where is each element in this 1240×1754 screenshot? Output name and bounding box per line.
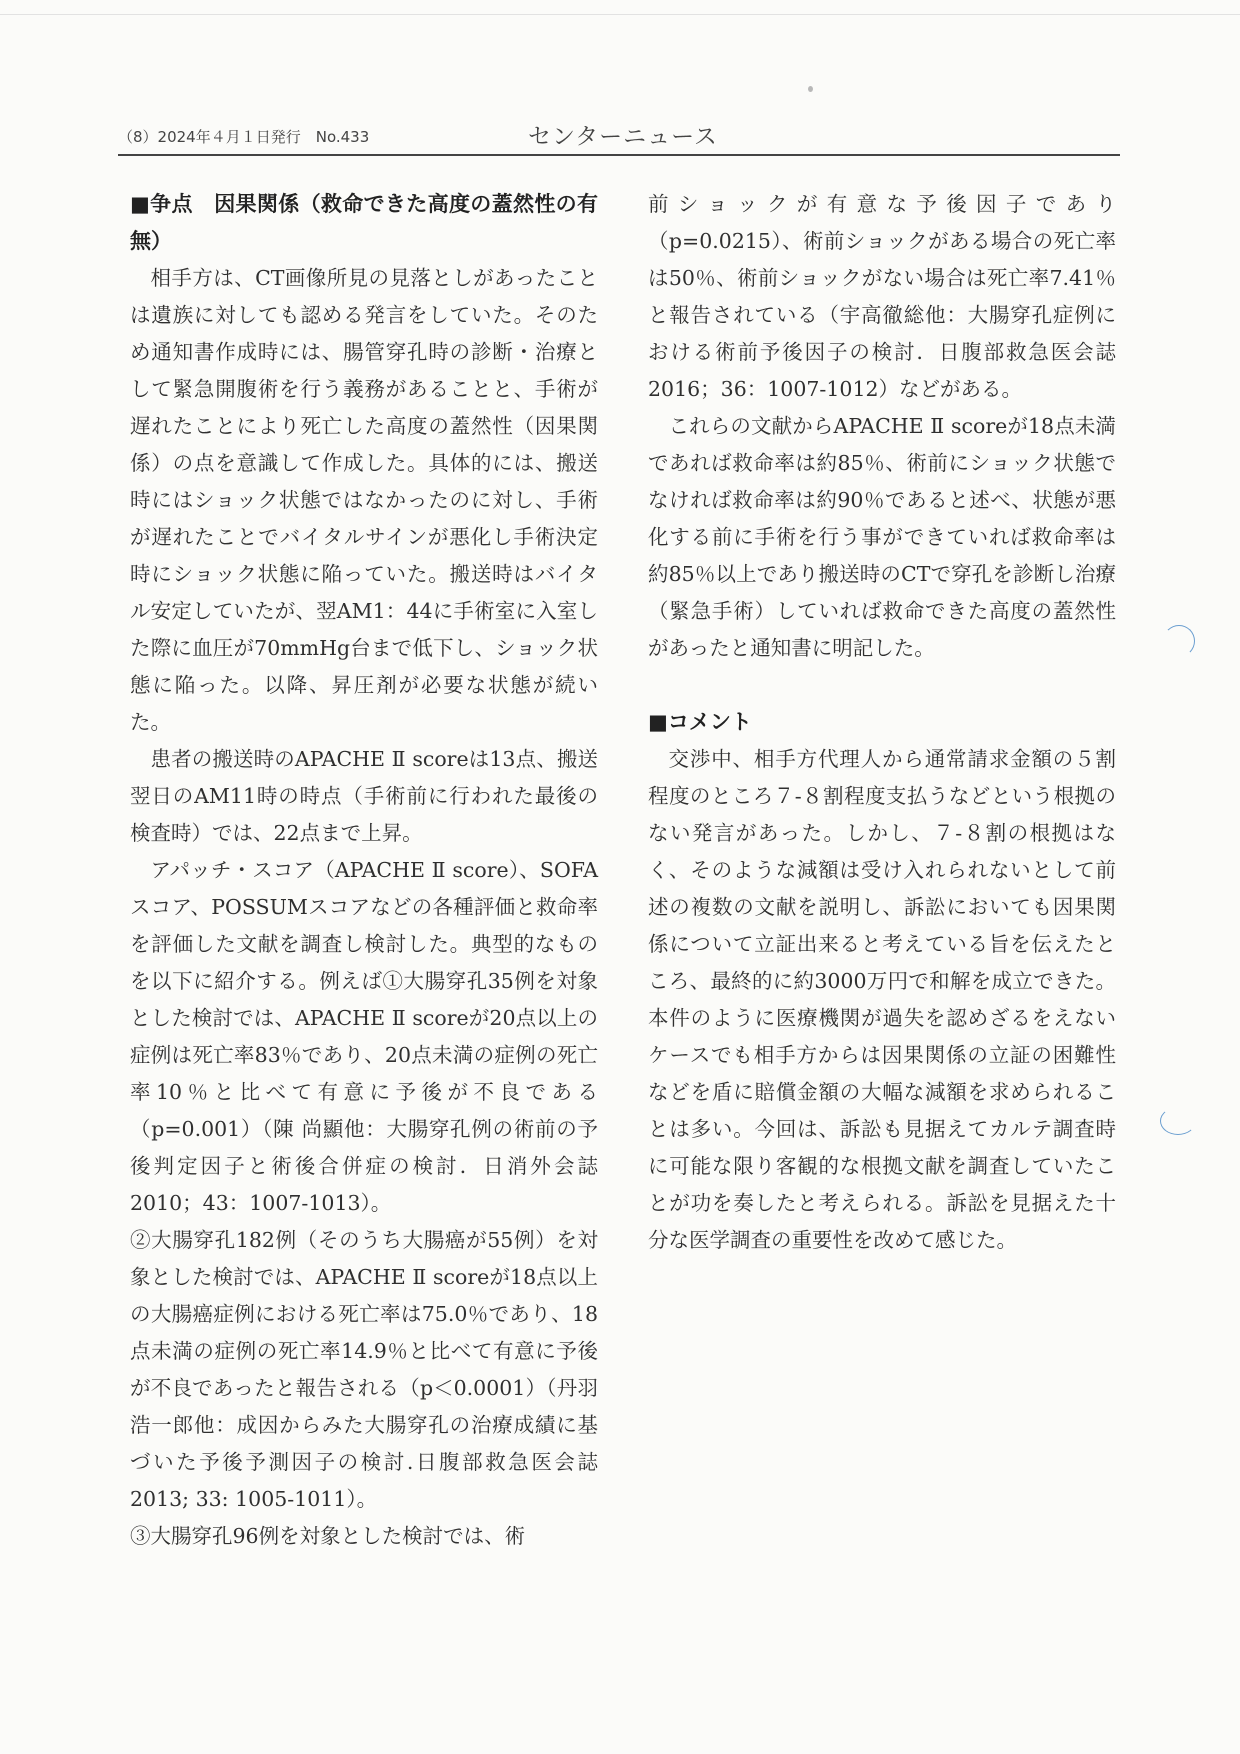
paragraph: 患者の搬送時のAPACHE Ⅱ scoreは13点、搬送翌日のAM11時の時点（手術前に行われた最後の検査時）では、22点まで上昇。 (130, 747, 598, 845)
issue-info: （8）2024年４月１日発行 No.433 (118, 128, 370, 146)
paragraph: 交渉中、相手方代理人から通常請求金額の５割程度のところ７‐８割程度支払うなどという根拠のない発言があった。しかし、７‐８割の根拠はなく、そのような減額は受け入れられないとして前述の複数の文献を説明し、訴訟においても因果関係について立証出来ると考えている旨を伝えたところ、最終的に約3000万円で和解を成立できた。本件のように医療機関が過失を認めざるをえないケースでも相手方からは因果関係の立証の困難性などを盾に賠償金額の大幅な減額を求められることは多い。今回は、訴訟も見据えてカルテ調査時に可能な限り客観的な根拠文献を調査していたことが功を奏したと考えられる。訴訟を見据えた十分な医学調査の重要性を改めて感じた。 (648, 747, 1116, 1252)
right-column (648, 186, 1116, 1259)
binder-hole-mark (1163, 625, 1195, 657)
binder-hole-mark (1160, 1107, 1196, 1135)
section-heading-comment: ■コメント (648, 710, 752, 734)
paragraph: ②大腸穿孔182例（そのうち大腸癌が55例）を対象とした検討では、APACHE Ⅱ scoreが18点以上の大腸癌症例における死亡率は75.0％であり、18点未満の症例の死亡率14.9％と比べて有意に予後が不良であったと報告される（p＜0.0001）（丹羽 浩一郎他：成因からみた大腸穿孔の治療成績に基づいた予後予測因子の検討.日腹部救急医会誌 2013; 33: 1005-1011）。 (130, 1228, 598, 1511)
scan-speck (808, 86, 813, 92)
page-header (118, 118, 1120, 156)
newsletter-title: センターニュース (528, 124, 718, 150)
scan-edge-line (0, 14, 1240, 15)
paragraph: 相手方は、CT画像所見の見落としがあったことは遺族に対しても認める発言をしていた。そのため通知書作成時には、腸管穿孔時の診断・治療として緊急開腹術を行う義務があることと、手術が遅れたことにより死亡した高度の蓋然性（因果関係）の点を意識して作成した。具体的には、搬送時にはショック状態ではなかったのに対し、手術が遅れたことでバイタルサインが悪化し手術決定時にショック状態に陥っていた。搬送時はバイタル安定していたが、翌AM1：44に手術室に入室した際に血圧が70mmHg台まで低下し、ショック状態に陥った。以降、昇圧剤が必要な状態が続いた。 (130, 266, 598, 734)
paragraph: アパッチ・スコア（APACHE Ⅱ score）、SOFAスコア、POSSUMスコアなどの各種評価と救命率を評価した文献を調査し検討した。典型的なものを以下に紹介する。例えば①大腸穿孔35例を対象とした検討では、APACHE Ⅱ scoreが20点以上の症例は死亡率83％であり、20点未満の症例の死亡率10％と比べて有意に予後が不良である（p=0.001）（陳 尚顯他：大腸穿孔例の術前の予後判定因子と術後合併症の検討．日消外会誌2010；43：1007-1013）。 (130, 858, 599, 1215)
section-heading-causation: ■争点 因果関係（救命できた高度の蓋然性の有無） (130, 192, 598, 253)
left-column (130, 186, 598, 1555)
paragraph: 前ショックが有意な予後因子であり（p=0.0215）、術前ショックがある場合の死亡率は50％、術前ショックがない場合は死亡率7.41％と報告されている（宇高徹総他：大腸穿孔症例における術前予後因子の検討．日腹部救急医会誌2016；36：1007-1012）などがある。 (648, 192, 1116, 401)
paragraph: これらの文献からAPACHE Ⅱ scoreが18点未満であれば救命率は約85％、術前にショック状態でなければ救命率は約90％であると述べ、状態が悪化する前に手術を行う事ができていれば救命率は約85％以上であり搬送時のCTで穿孔を診断し治療（緊急手術）していれば救命できた高度の蓋然性があったと通知書に明記した。 (648, 414, 1116, 660)
paragraph: ③大腸穿孔96例を対象とした検討では、術 (130, 1524, 526, 1548)
spacer (648, 667, 1116, 704)
